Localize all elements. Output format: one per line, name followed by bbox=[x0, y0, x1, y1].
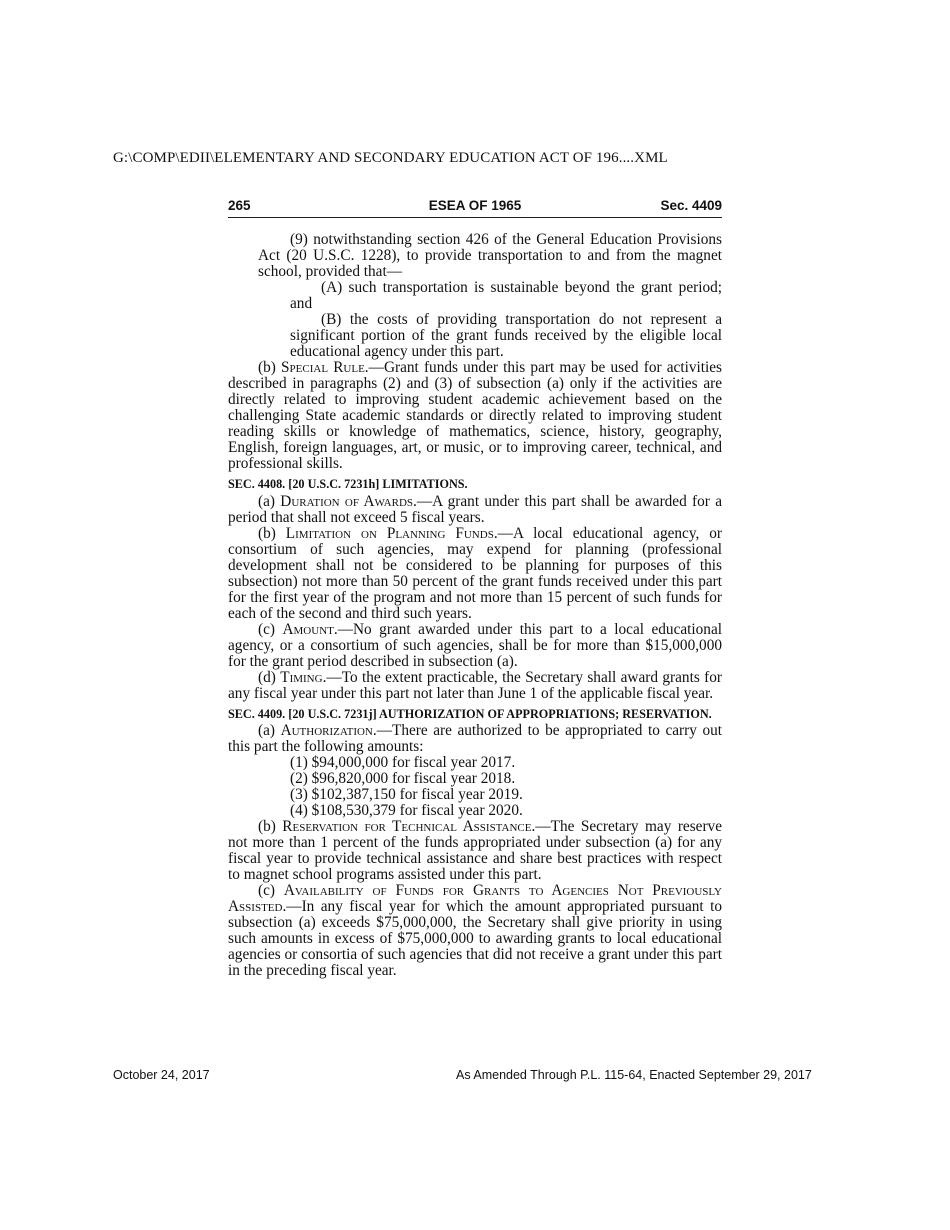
footer-amended: As Amended Through P.L. 115-64, Enacted September 29, 2017 bbox=[456, 1068, 812, 1082]
section-4408-c: (c) Amount.—No grant awarded under this part to a local educational agency, or a consortium of such agencies, shall be for more than $15,000,000 for the grant period described in subsection (a). bbox=[228, 620, 722, 670]
section-4408-a: (a) Duration of Awards.—A grant under this part shall be awarded for a period that shall not exceed 5 fiscal years. bbox=[228, 492, 722, 526]
section-4408-b: (b) Limitation on Planning Funds.—A local educational agency, or consortium of such agencies, may expend for planning (professional development shall not be considered to be planning for purposes of this subsection) not more than 50 percent of the grant funds received under this part for the first year of the program and not more than 15 percent of such funds for each of the second and third such years. bbox=[228, 524, 722, 622]
amount-item: (2) $96,820,000 for fiscal year 2018. bbox=[290, 770, 516, 787]
special-rule-text: —Grant funds under this part may be used for activities described in paragraphs (2) and (3) of subsection (a) only if the activities are directly related to improving student academic achievement based on the challenging State academic standards or directly related to improving student reading skills or knowledge of mathematics, science, history, geography, English, foreign languages, art, or music, or to improving career, technical, and professional skills. bbox=[228, 359, 722, 472]
s4408a-text: —A grant under this part shall be awarded for a period that shall not exceed 5 fiscal years. bbox=[228, 492, 722, 526]
section-4408-d: (d) Timing.—To the extent practicable, the Secretary shall award grants for any fiscal year under this part not later than June 1 of the applicable fiscal year. bbox=[228, 668, 722, 702]
amount-item: (3) $102,387,150 for fiscal year 2019. bbox=[290, 786, 523, 803]
section-4409-heading: SEC. 4409. [20 U.S.C. 7231j] AUTHORIZATION OF APPROPRIATIONS; RESERVATION. bbox=[228, 706, 712, 721]
s4409b-heading: Reservation for Technical Assistance. bbox=[282, 818, 536, 835]
running-title: ESEA OF 1965 bbox=[428, 198, 522, 213]
s4408a-heading: Duration of Awards. bbox=[280, 492, 417, 510]
file-path: G:\COMP\EDII\ELEMENTARY AND SECONDARY EDUCATION ACT OF 196....XML bbox=[113, 150, 668, 166]
s4408c-heading: Amount. bbox=[282, 620, 338, 638]
s4408d-text: —To the extent practicable, the Secretary shall award grants for any fiscal year under this part not later than June 1 of the applicable fiscal year. bbox=[228, 668, 722, 702]
s4409a-text: —There are authorized to be appropriated to carry out this part the following amounts: bbox=[228, 722, 722, 755]
section-4409-c: (c) Availability of Funds for Grants to Agencies Not Previously Assisted.—In any fiscal year for which the amount appropriated pursuant to subsection (a) exceeds $75,000,000, the Secretary shall give priority in using such amounts in excess of $75,000,000 to awarding grants to local educational agencies or consortia of such agencies that did not receive a grant under this part in the preceding fiscal year. bbox=[228, 882, 722, 979]
paragraph-9-b: (B) the costs of providing transportation do not represent a significant portion of the grant funds received by the eligible local educational agency under this part. bbox=[290, 311, 722, 360]
page-number: 265 bbox=[228, 198, 251, 213]
amount-item: (1) $94,000,000 for fiscal year 2017. bbox=[290, 754, 516, 771]
s4409c-text: —In any fiscal year for which the amount appropriated pursuant to subsection (a) exceeds $75,000,000, the Secretary shall give priority in using such amounts in excess of $75,000,000 to awarding grants to local educational agencies or consortia of such agencies that did not receive a grant under this part in the preceding fiscal year. bbox=[228, 898, 722, 979]
s4408b-text: —A local educational agency, or consortium of such agencies, may expend for planning (professional development shall not be considered to be planning for purposes of this subsection) not more than 50 percent of the grant funds received under this part for the first year of the program and not more than 15 percent of such funds for each of the second and third such years. bbox=[228, 524, 722, 622]
section-4409-b: (b) Reservation for Technical Assistance.—The Secretary may reserve not more than 1 percent of the funds appropriated under subsection (a) for any fiscal year to provide technical assistance and share best practices with respect to magnet school programs assisted under this part. bbox=[228, 818, 722, 883]
s4408c-text: —No grant awarded under this part to a local educational agency, or a consortium of such agencies, shall be for more than $15,000,000 for the grant period described in subsection (a). bbox=[228, 620, 722, 670]
running-head bbox=[228, 197, 722, 218]
paragraph-9: (9) notwithstanding section 426 of the General Education Provisions Act (20 U.S.C. 1228), to provide transportation to and from the magnet school, provided that— bbox=[258, 231, 722, 280]
special-rule: (b) Special Rule.—Grant funds under this part may be used for activities described in paragraphs (2) and (3) of subsection (a) only if the activities are directly related to improving student academic achievement based on the challenging State academic standards or directly related to improving student reading skills or knowledge of mathematics, science, history, geography, English, foreign languages, art, or music, or to improving career, technical, and professional skills. bbox=[228, 359, 722, 472]
running-section: Sec. 4409 bbox=[660, 198, 722, 213]
footer-date: October 24, 2017 bbox=[113, 1068, 210, 1082]
s4408b-heading: Limitation on Planning Funds. bbox=[285, 524, 498, 542]
special-rule-heading: Special Rule. bbox=[281, 359, 369, 376]
section-4408-heading: SEC. 4408. [20 U.S.C. 7231h] LIMITATIONS. bbox=[228, 477, 468, 491]
paragraph-9-a: (A) such transportation is sustainable beyond the grant period; and bbox=[290, 279, 722, 312]
document-body bbox=[228, 232, 722, 979]
section-4409-a: (a) Authorization.—There are authorized to be appropriated to carry out this part the following amounts: bbox=[228, 722, 722, 755]
s4408d-heading: Timing. bbox=[280, 668, 327, 686]
s4409b-text: —The Secretary may reserve not more than 1 percent of the funds appropriated under subsection (a) for any fiscal year to provide technical assistance and share best practices with respect to magnet school programs assisted under this part. bbox=[228, 818, 722, 883]
s4409a-heading: Authorization. bbox=[280, 722, 377, 739]
s4409c-heading: Availability of Funds for Grants to Agencies Not Previously Assisted. bbox=[228, 882, 722, 915]
amount-item: (4) $108,530,379 for fiscal year 2020. bbox=[290, 802, 523, 819]
